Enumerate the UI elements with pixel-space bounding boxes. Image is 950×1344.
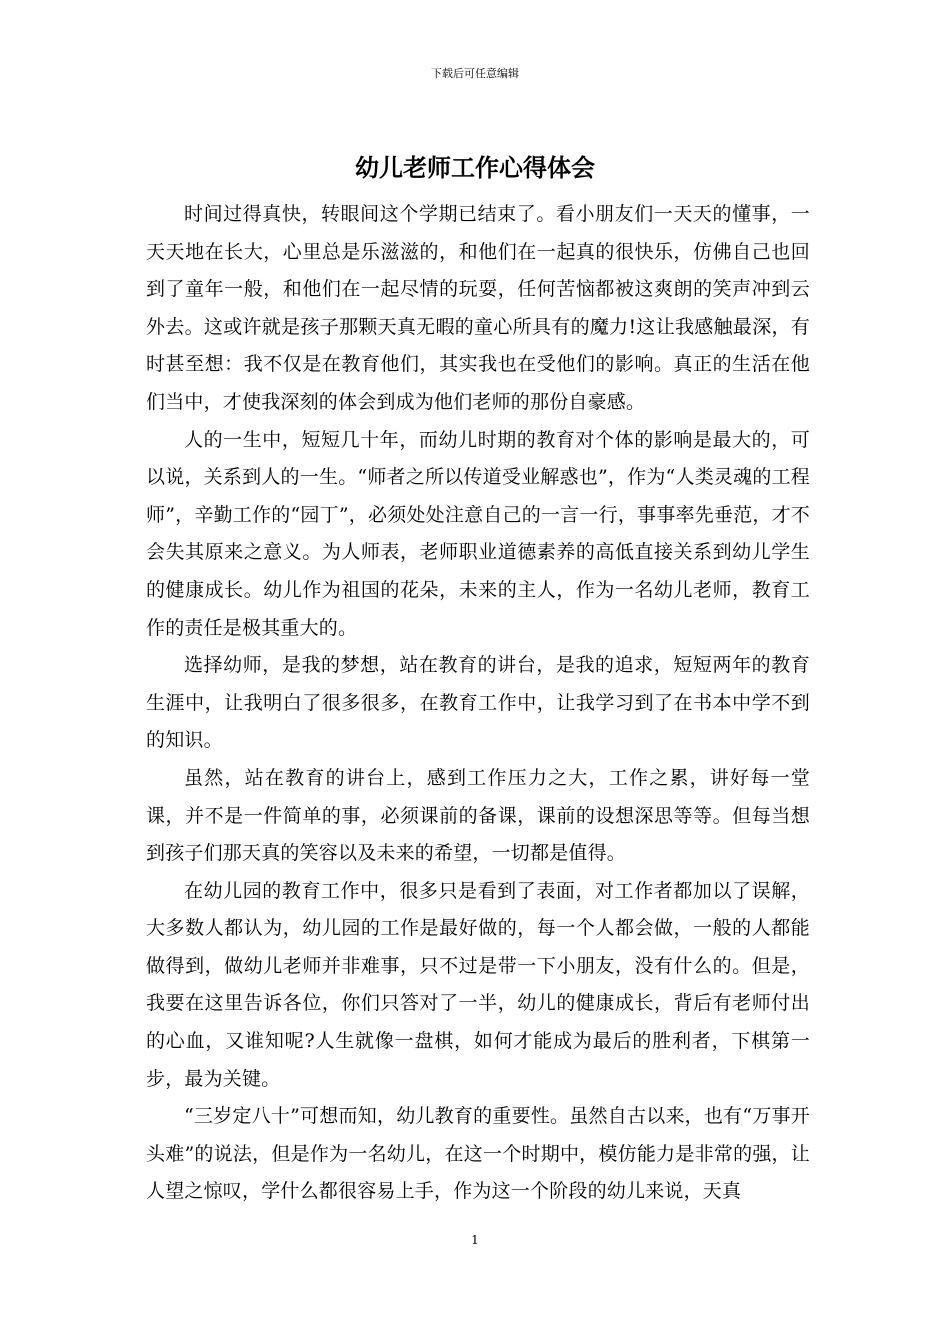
document-title: 幼儿老师工作心得体会 [355, 154, 595, 182]
paragraph-5: 在幼儿园的教育工作中，很多只是看到了表面，对工作者都加以了误解，大多数人都认为，幼儿园的工作是最好做的，每一个人都会做，一般的人都能做得到，做幼儿老师并非难事，只不过是带一下小朋友，没有什么的。但是，我要在这里告诉各位，你们只答对了一半，幼儿的健康成长，背后有老师付出的心血，又谁知呢?人生就像一盘棋，如何才能成为最后的胜利者，下棋第一步，最为关键。 [146, 879, 810, 1090]
paragraph-4: 虽然，站在教育的讲台上，感到工作压力之大，工作之累，讲好每一堂课，并不是一件简单的事，必须课前的备课，课前的设想深思等等。但每当想到孩子们那天真的笑容以及未来的希望，一切都是值得。 [146, 766, 810, 865]
paragraph-2: 人的一生中，短短几十年，而幼儿时期的教育对个体的影响是最大的，可以说，关系到人的一生。“师者之所以传道受业解惑也”，作为“人类灵魂的工程师”，辛勤工作的“园丁”，必须处处注意自己的一言一行，事事率先垂范，才不会失其原来之意义。为人师表，老师职业道德素养的高低直接关系到幼儿学生的健康成长。幼儿作为祖国的花朵，未来的主人，作为一名幼儿老师，教育工作的责任是极其重大的。 [146, 428, 810, 639]
header-note: 下载后可任意编辑 [431, 67, 519, 80]
paragraph-1: 时间过得真快，转眼间这个学期已结束了。看小朋友们一天天的懂事，一天天地在长大，心里总是乐滋滋的，和他们在一起真的很快乐，仿佛自己也回到了童年一般，和他们在一起尽情的玩耍，任何苦恼都被这爽朗的笑声冲到云外去。这或许就是孩子那颗天真无暇的童心所具有的魔力!这让我感触最深，有时甚至想：我不仅是在教育他们，其实我也在受他们的影响。真正的生活在他们当中，才使我深刻的体会到成为他们老师的那份自豪感。 [146, 203, 810, 413]
page-number: 1 [471, 1233, 479, 1247]
paragraph-6: “三岁定八十”可想而知，幼儿教育的重要性。虽然自古以来，也有“万事开头难”的说法，但是作为一名幼儿，在这一个时期中，模仿能力是非常的强，让人望之惊叹，学什么都很容易上手，作为这一个阶段的幼儿来说，天真 [146, 1105, 810, 1203]
document-body [146, 196, 810, 1211]
paragraph-3: 选择幼师，是我的梦想，站在教育的讲台，是我的追求，短短两年的教育生涯中，让我明白了很多很多，在教育工作中，让我学习到了在书本中学不到的知识。 [146, 654, 810, 752]
